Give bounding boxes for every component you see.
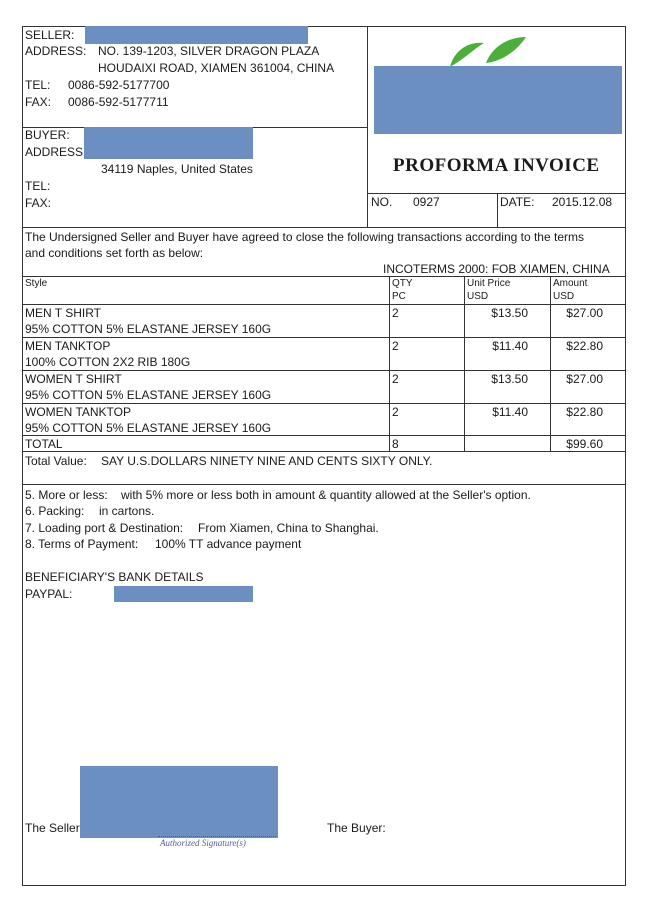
- bank-heading: BENEFICIARY'S BANK DETAILS: [25, 570, 204, 584]
- no-date-divider: [497, 193, 498, 228]
- term-6-label: 6. Packing:: [25, 504, 85, 518]
- total-label: TOTAL: [25, 437, 63, 451]
- leaf-logo-icon: [440, 33, 530, 69]
- paypal-redaction: [114, 586, 253, 602]
- row4-qty: 2: [392, 405, 399, 419]
- col-divider-price: [464, 276, 465, 451]
- term-8-value: 100% TT advance payment: [155, 537, 302, 551]
- col-divider-qty: [389, 276, 390, 451]
- row2-amount: $22.80: [566, 339, 603, 353]
- seller-address-line2: HOUDAIXI ROAD, XIAMEN 361004, CHINA: [98, 61, 335, 75]
- row-divider-1: [22, 337, 626, 338]
- total-value-text: SAY U.S.DOLLARS NINETY NINE AND CENTS SIXTY ONLY.: [101, 454, 433, 468]
- term-7-value: From Xiamen, China to Shanghai.: [198, 521, 379, 535]
- seller-name-redaction: [85, 26, 308, 44]
- invoice-title: PROFORMA INVOICE: [393, 155, 600, 176]
- row1-qty: 2: [392, 306, 399, 320]
- buyer-name-redaction: [84, 127, 253, 159]
- total-value-label: Total Value:: [25, 454, 87, 468]
- buyer-address-line: 34119 Naples, United States: [101, 162, 253, 176]
- header-price: Unit Price: [467, 278, 511, 289]
- header-style: Style: [25, 278, 48, 289]
- row4-desc: 95% COTTON 5% ELASTANE JERSEY 160G: [25, 421, 272, 435]
- col-divider-amount: [550, 276, 551, 451]
- row3-price: $13.50: [491, 372, 528, 386]
- row3-qty: 2: [392, 372, 399, 386]
- invoice-no-label: NO.: [371, 195, 393, 209]
- invoice-no: 0927: [413, 195, 440, 209]
- row1-price: $13.50: [491, 306, 528, 320]
- seller-tel: 0086-592-5177700: [68, 78, 170, 92]
- incoterms: INCOTERMS 2000: FOB XIAMEN, CHINA: [383, 262, 610, 276]
- row3-amount: $27.00: [566, 372, 603, 386]
- buyer-signature-label: The Buyer:: [327, 821, 386, 835]
- table-header-bottom: [22, 304, 626, 305]
- paypal-label: PAYPAL:: [25, 587, 73, 601]
- seller-tel-label: TEL:: [25, 78, 51, 92]
- buyer-fax-label: FAX:: [25, 196, 52, 210]
- row-divider-4: [22, 435, 626, 436]
- seller-fax: 0086-592-5177711: [68, 95, 169, 109]
- row4-name: WOMEN TANKTOP: [25, 405, 132, 419]
- buyer-address-label: ADDRESS: [25, 145, 84, 159]
- header-amount: Amount: [553, 278, 588, 289]
- term-5-value: with 5% more or less both in amount & quantity allowed at the Seller's option.: [121, 488, 531, 502]
- buyer-label: BUYER:: [25, 128, 70, 142]
- row4-price: $11.40: [492, 405, 528, 419]
- company-logo-redaction: [374, 66, 622, 134]
- row3-desc: 95% COTTON 5% ELASTANE JERSEY 160G: [25, 388, 272, 402]
- invoice-date: 2015.12.08: [552, 195, 613, 209]
- seller-label: SELLER:: [25, 28, 75, 42]
- stamp-authorized-text: Authorized Signature(s): [160, 838, 246, 848]
- row1-name: MEN T SHIRT: [25, 306, 102, 320]
- row-divider-2: [22, 370, 626, 371]
- seller-signature-label: The Seller: [25, 821, 80, 835]
- row3-name: WOMEN T SHIRT: [25, 372, 122, 386]
- header-divider-vertical: [367, 26, 368, 228]
- seller-stamp-redaction: [80, 766, 278, 838]
- intro-line2: and conditions set forth as below:: [25, 246, 204, 260]
- seller-address-label: ADDRESS:: [25, 44, 87, 58]
- total-amount: $99.60: [566, 437, 603, 451]
- row2-qty: 2: [392, 339, 399, 353]
- table-top-line: [22, 276, 626, 277]
- header-qty: QTY: [392, 278, 413, 289]
- header-qty-unit: PC: [392, 291, 406, 302]
- header-price-unit: USD: [467, 291, 489, 302]
- buyer-tel-label: TEL:: [25, 179, 51, 193]
- term-8-label: 8. Terms of Payment:: [25, 537, 139, 551]
- row2-price: $11.40: [492, 339, 528, 353]
- row4-amount: $22.80: [566, 405, 603, 419]
- total-row-bottom: [22, 451, 626, 452]
- term-5-label: 5. More or less:: [25, 488, 108, 502]
- stamp-signature-line: [158, 836, 276, 837]
- term-7-label: 7. Loading port & Destination:: [25, 521, 184, 535]
- seller-fax-label: FAX:: [25, 95, 52, 109]
- header-bottom-line: [22, 227, 626, 228]
- total-value-bottom: [22, 484, 626, 485]
- header-amount-unit: USD: [553, 291, 575, 302]
- row1-desc: 95% COTTON 5% ELASTANE JERSEY 160G: [25, 322, 272, 336]
- row2-desc: 100% COTTON 2X2 RIB 180G: [25, 355, 191, 369]
- intro-line1: The Undersigned Seller and Buyer have agreed to close the following transactions according to the terms: [25, 230, 584, 244]
- row-divider-3: [22, 403, 626, 404]
- seller-address-line1: NO. 139-1203, SILVER DRAGON PLAZA: [98, 44, 320, 58]
- row2-name: MEN TANKTOP: [25, 339, 111, 353]
- invoice-date-label: DATE:: [500, 195, 535, 209]
- term-6-value: in cartons.: [99, 504, 155, 518]
- total-qty: 8: [392, 437, 399, 451]
- row1-amount: $27.00: [566, 306, 603, 320]
